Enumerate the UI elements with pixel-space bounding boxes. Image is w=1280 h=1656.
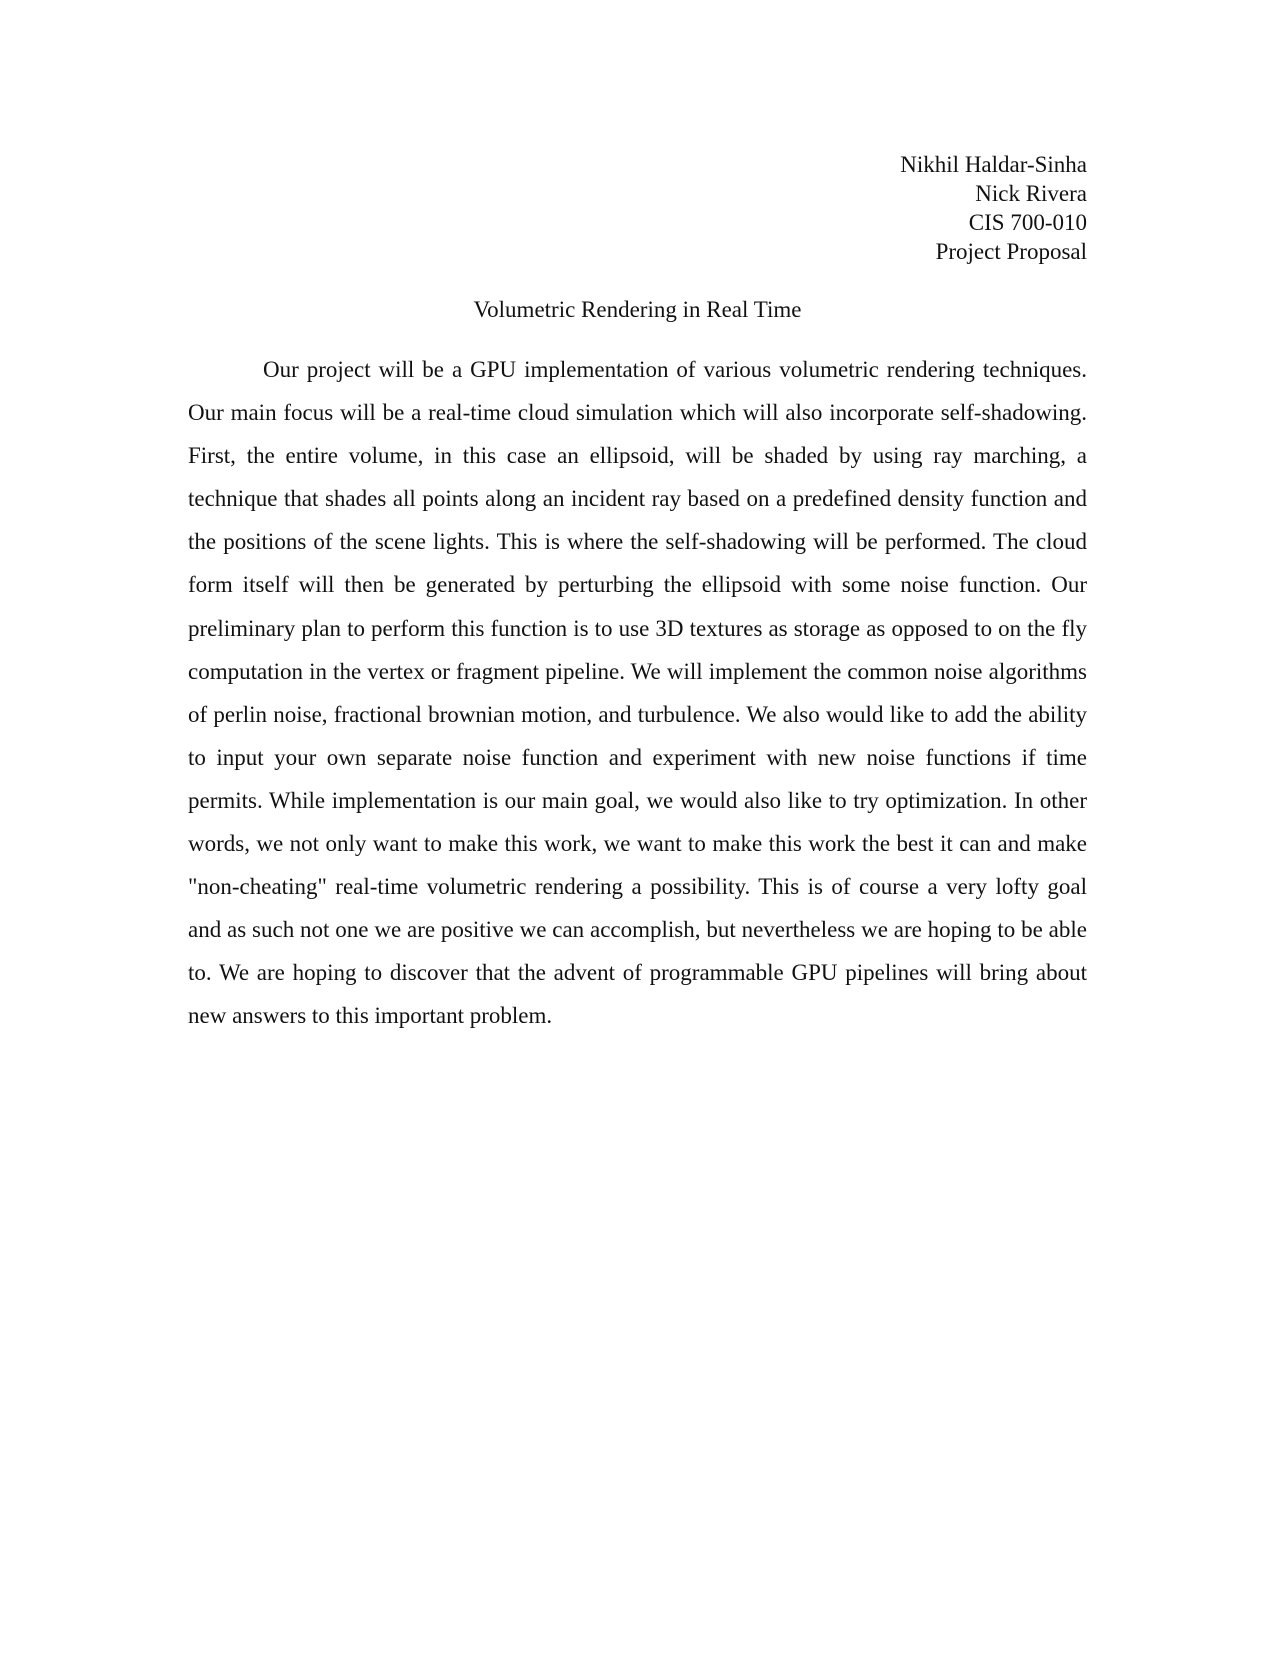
- author-name-1: Nikhil Haldar-Sinha: [900, 152, 1087, 177]
- document-type: Project Proposal: [935, 239, 1087, 264]
- body-paragraph: Our project will be a GPU implementation of various volumetric rendering techniques. Our main focus will be a real-time cloud simulation which will also incorporate self-shadowing. First, the entire volume, in this case an ellipsoid, will be shaded by using ray marching, a technique that shades all points along an incident ray based on a predefined density function and the positions of the scene lights. This is where the self-shadowing will be performed. The cloud form itself will then be generated by perturbing the ellipsoid with some noise function. Our preliminary plan to perform this function is to use 3D textures as storage as opposed to on the fly computation in the vertex or fragment pipeline. We will implement the common noise algorithms of perlin noise, fractional brownian motion, and turbulence. We also would like to add the ability to input your own separate noise function and experiment with new noise functions if time permits. While implementation is our main goal, we would also like to try optimization. In other words, we not only want to make this work, we want to make this work the best it can and make "non-cheating" real-time volumetric rendering a possibility. This is of course a very lofty goal and as such not one we are positive we can accomplish, but nevertheless we are hoping to be able to. We are hoping to discover that the advent of programmable GPU pipelines will bring about new answers to this important problem.: [188, 357, 1087, 1029]
- author-name-2: Nick Rivera: [975, 181, 1087, 206]
- course-code: CIS 700-010: [968, 210, 1087, 235]
- document-title: Volumetric Rendering in Real Time: [473, 297, 802, 322]
- author-header: [188, 150, 1087, 266]
